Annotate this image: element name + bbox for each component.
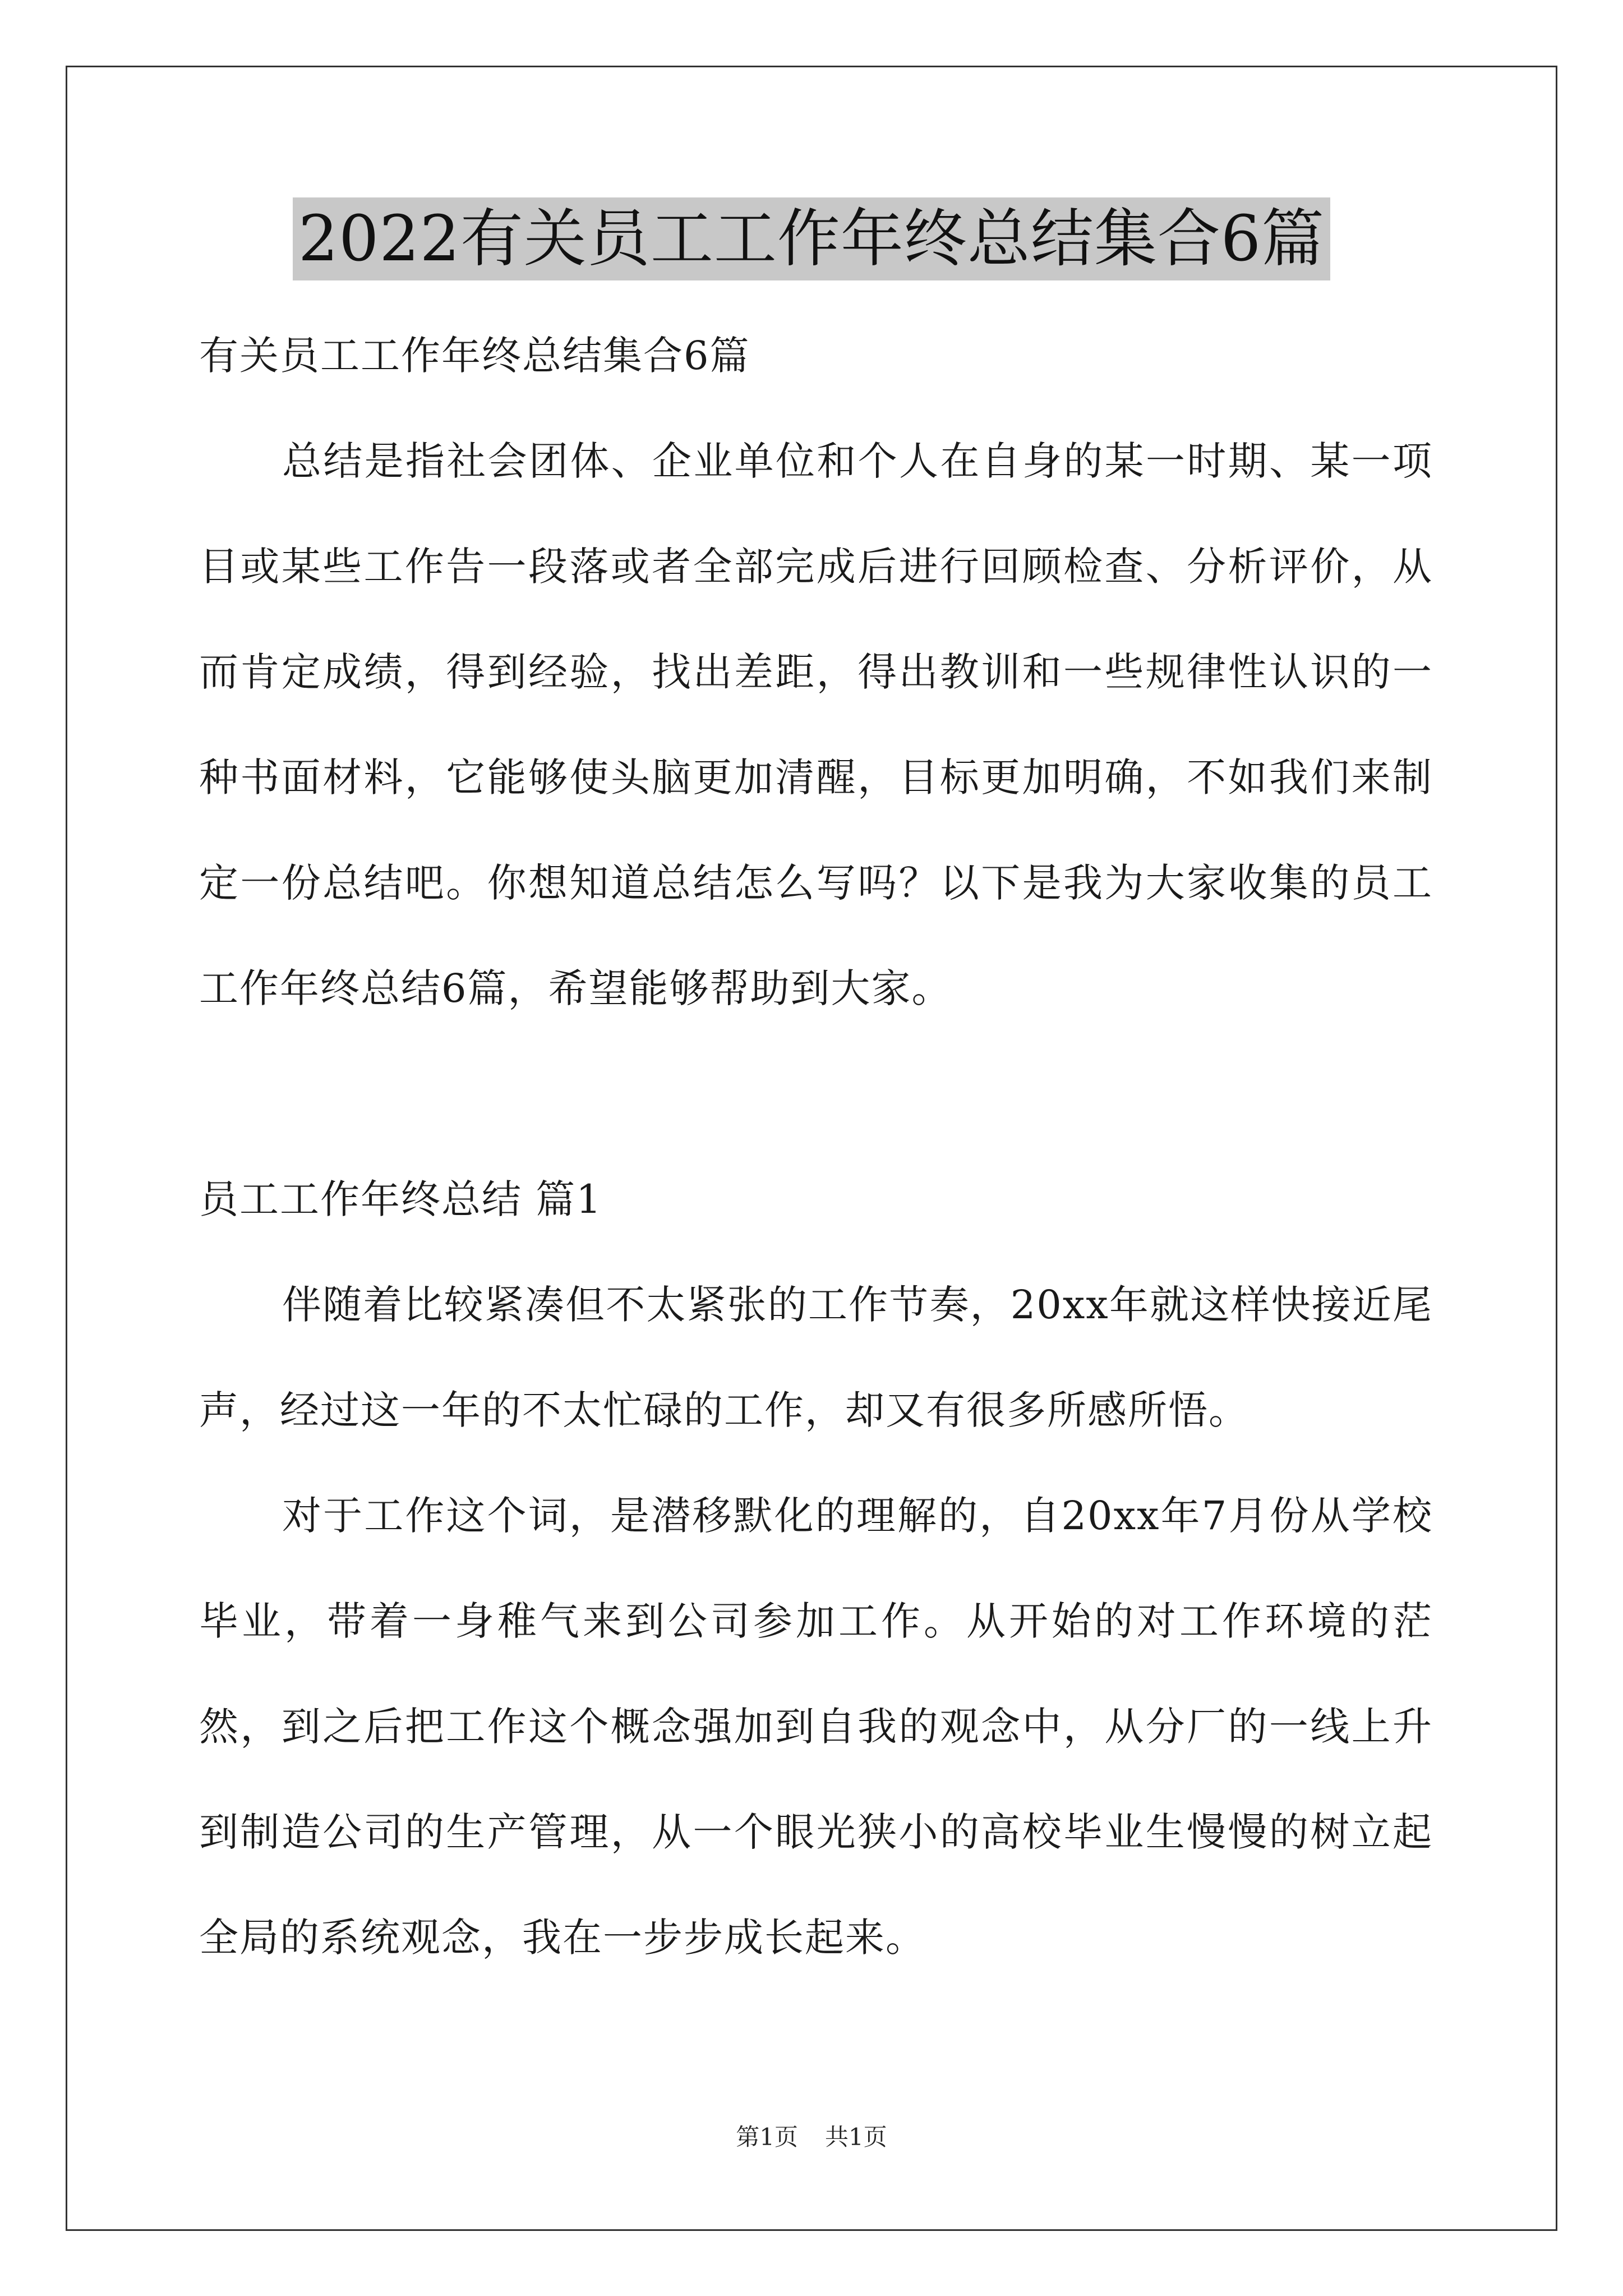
section-heading: 员工工作年终总结 篇1 bbox=[199, 1176, 602, 1222]
body-paragraph: 伴随着比较紧凑但不太紧张的工作节奏，20xx年就这样快接近尾声，经过这一年的不太忙碌的工作，却又有很多所感所悟。 bbox=[199, 1282, 1433, 1433]
intro-paragraph: 总结是指社会团体、企业单位和个人在自身的某一时期、某一项目或某些工作告一段落或者全部完成后进行回顾检查、分析评价，从而肯定成绩，得到经验，找出差距，得出教训和一些规律性认识的一种书面材料，它能够使头脑更加清醒，目标更加明确，不如我们来制定一份总结吧。你想知道总结怎么写吗？以下是我为大家收集的员工工作年终总结6篇，希望能够帮助到大家。 bbox=[199, 438, 1433, 1011]
body-paragraph: 对于工作这个词，是潜移默化的理解的，自20xx年7月份从学校毕业，带着一身稚气来到公司参加工作。从开始的对工作环境的茫然，到之后把工作这个概念强加到自我的观念中，从分厂的一线上升到制造公司的生产管理，从一个眼光狭小的高校毕业生慢慢的树立起全局的系统观念，我在一步步成长起来。 bbox=[199, 1493, 1433, 1961]
title-container bbox=[0, 197, 1623, 280]
document-title: 2022有关员工工作年终总结集合6篇 bbox=[293, 197, 1330, 280]
document-body bbox=[199, 303, 1433, 1990]
document-subtitle: 有关员工工作年终总结集合6篇 bbox=[199, 333, 750, 379]
page-total: 共1页 bbox=[825, 2123, 887, 2151]
page-footer bbox=[0, 2120, 1623, 2154]
section-gap bbox=[199, 1041, 1433, 1147]
page-number: 第1页 bbox=[736, 2123, 798, 2151]
